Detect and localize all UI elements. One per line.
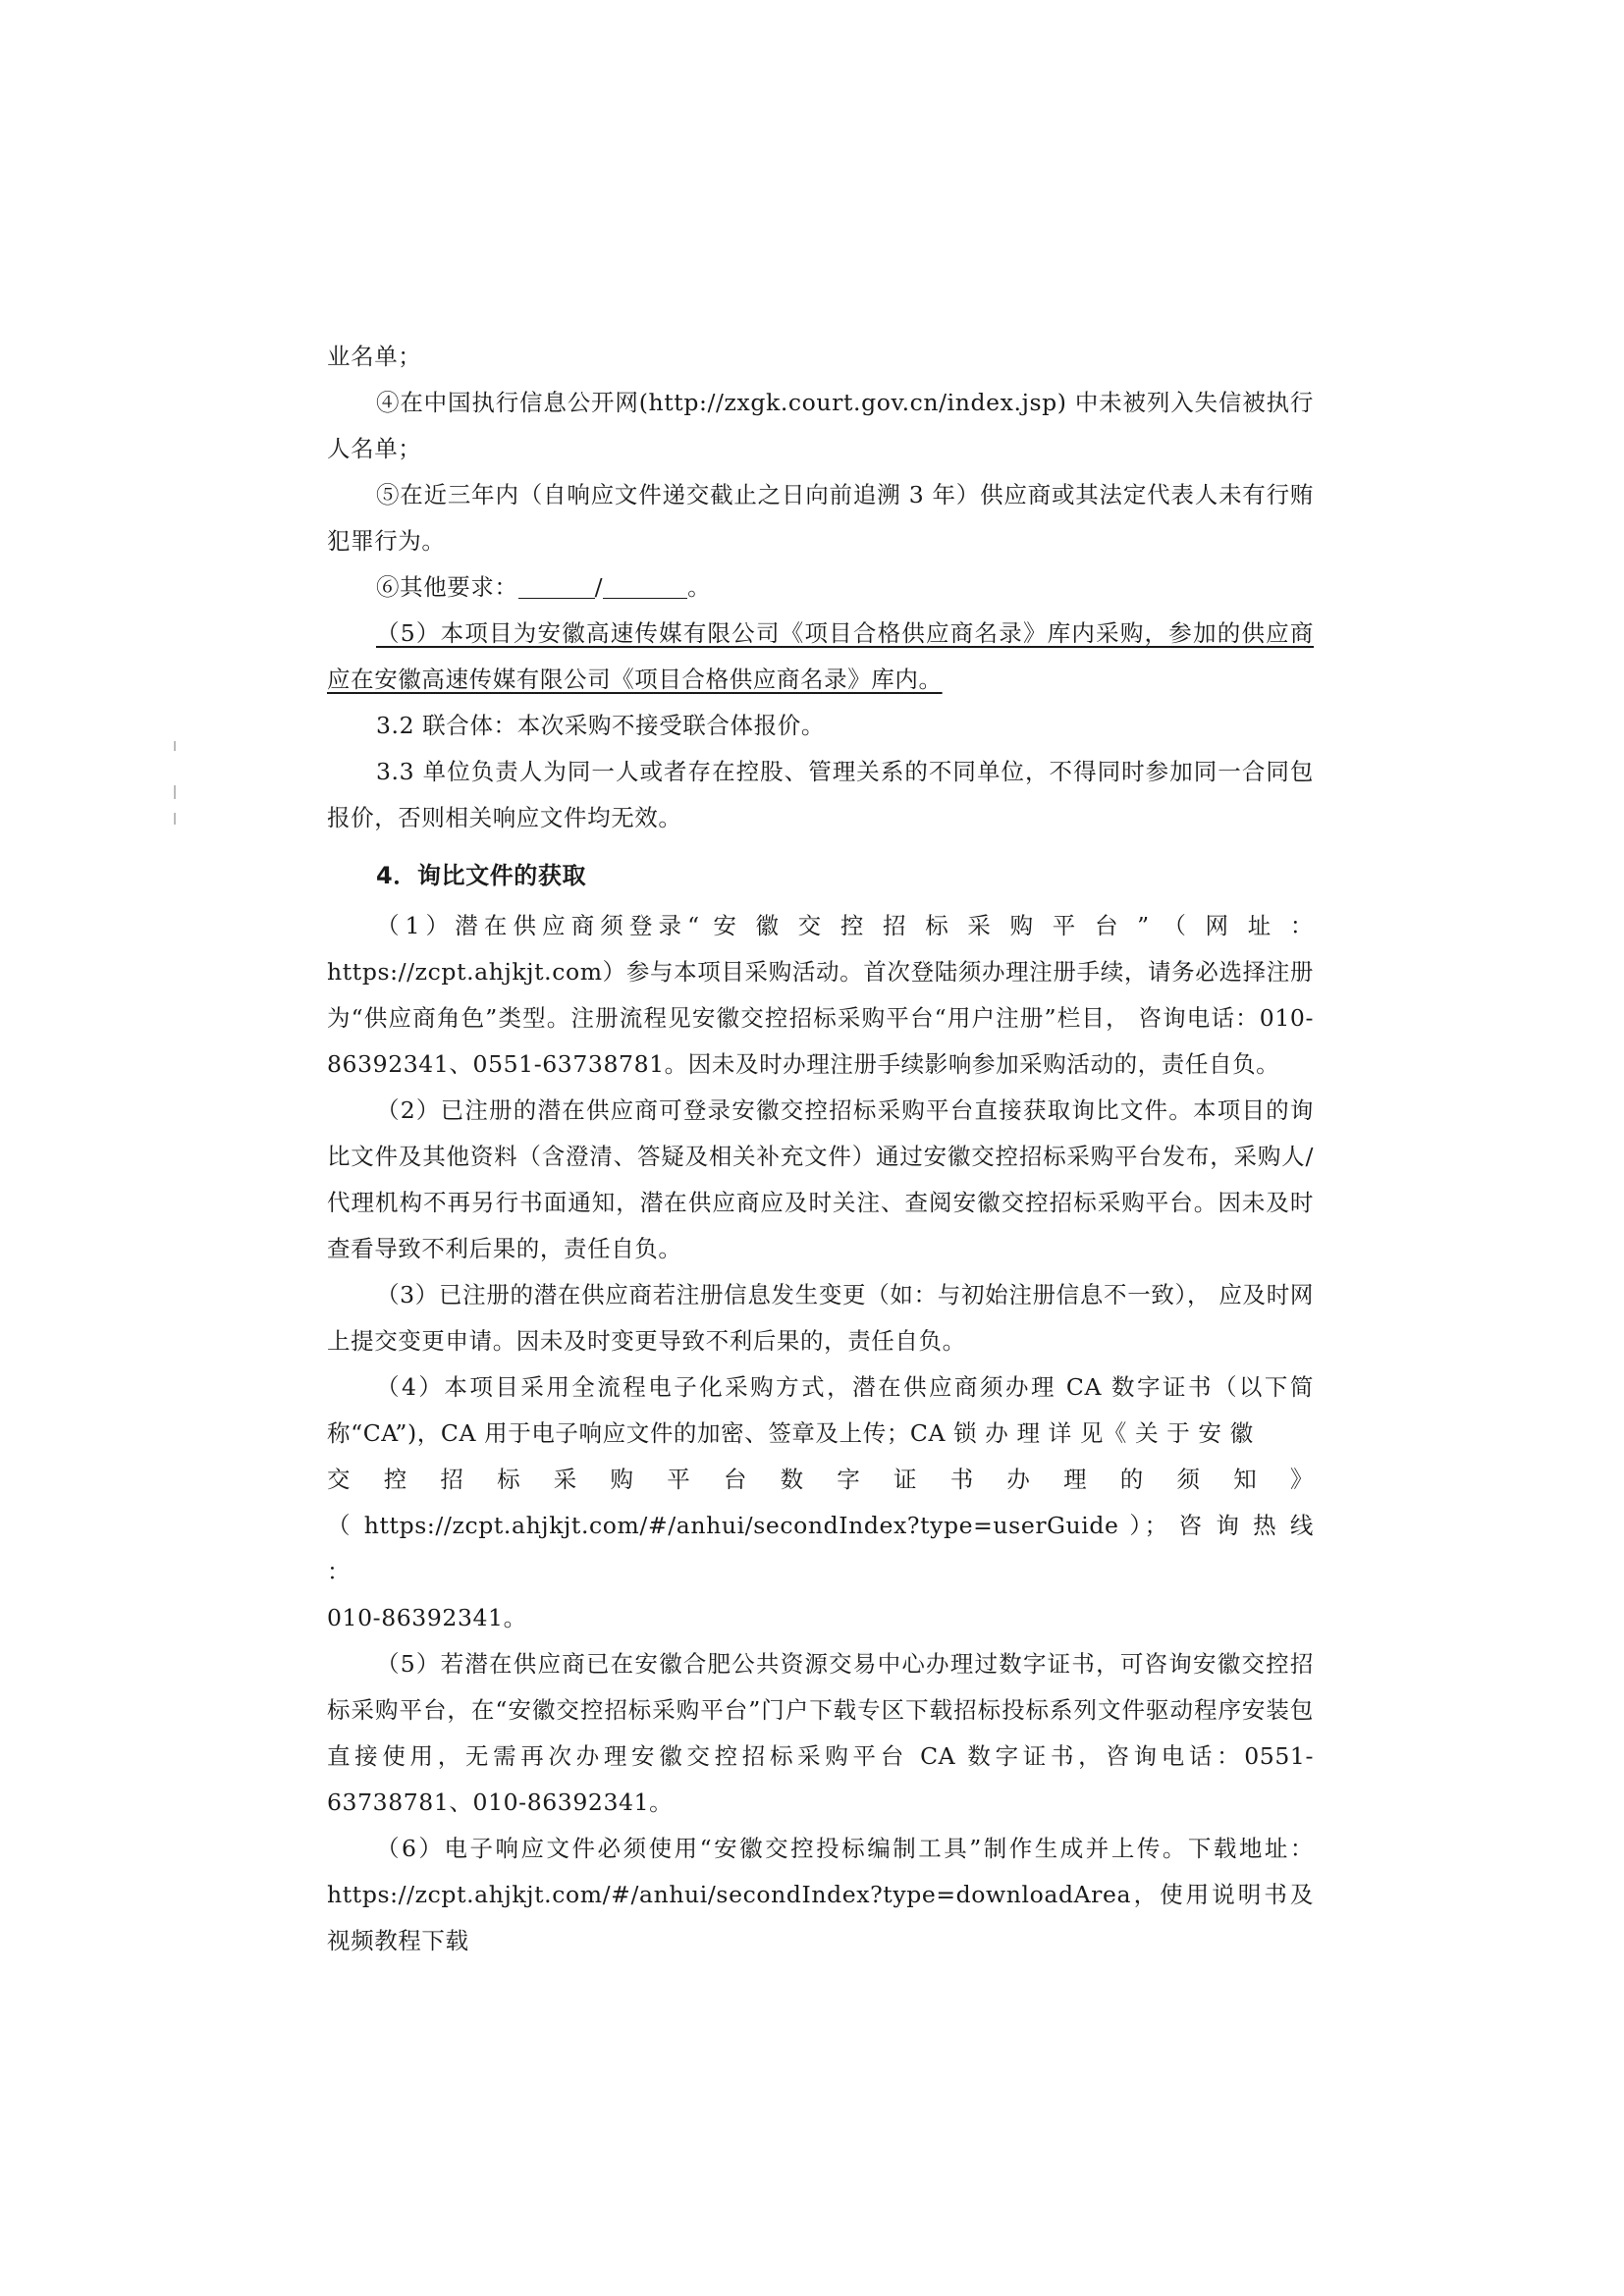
scan-speck [174,813,176,825]
p4-url-line: （ https://zcpt.ahjkjt.com/#/anhui/secondIndex?type=userGuide ）； 咨 询 热 线 ： [327,1512,1314,1585]
p1-line-1: （1）潜在供应商须登录“ 安 徽 交 控 招 标 采 购 平 台 ” （ 网 址 ： [376,912,1314,939]
same-owner-paragraph: 3.3 单位负责人为同一人或者存在控股、管理关系的不同单位，不得同时参加同一合同包报价，否则相关响应文件均无效。 [327,758,1314,831]
scan-speck [174,741,176,751]
consortium-paragraph: 3.2 联合体：本次采购不接受联合体报价。 [376,712,825,739]
p5-paragraph: （5）若潜在供应商已在安徽合肥公共资源交易中心办理过数字证书，可咨询安徽交控招标采购平台，在“安徽交控招标采购平台”门户下载专区下载招标投标系列文件驱动程序安装包直接使用，无需再次办理安徽交控招标采购平台 CA 数字证书，咨询电话：0551-63738781、010-86392341。 [327,1650,1314,1816]
slash: / [594,573,604,601]
scan-speck [174,785,176,799]
p1-body: https://zcpt.ahjkjt.com）参与本项目采购活动。首次登陆须办理注册手续，请务必选择注册为“供应商角色”类型。注册流程见安徽交控招标采购平台“用户注册”栏目， 咨询电话：010-86392341、0551-63738781。因未及时办理注册手续影响参加采购活动的，责任自负。 [327,958,1314,1078]
p4-hotline: 010-86392341。 [327,1604,527,1631]
document-body [327,334,1314,1964]
item-6-paragraph [327,564,1314,611]
item-4-paragraph: ④在中国执行信息公开网(http://zxgk.court.gov.cn/index.jsp) 中未被列入失信被执行人名单； [327,389,1314,462]
p6-paragraph: （6）电子响应文件必须使用“安徽交控投标编制工具”制作生成并上传。下载地址：https://zcpt.ahjkjt.com/#/anhui/secondIndex?type=downloadArea，使用说明书及视频教程下载 [327,1835,1314,1954]
item-5-paragraph: ⑤在近三年内（自响应文件递交截止之日向前追溯 3 年）供应商或其法定代表人未有行贿犯罪行为。 [327,481,1314,555]
blank-line [603,572,687,599]
p4-title-line: 交 控 招 标 采 购 平 台 数 字 证 书 办 理 的 须 知 》 [327,1466,1314,1493]
p2-paragraph: （2）已注册的潜在供应商可登录安徽交控招标采购平台直接获取询比文件。本项目的询比文件及其他资料（含澄清、答疑及相关补充文件）通过安徽交控招标采购平台发布，采购人/代理机构不再另行书面通知，潜在供应商应及时关注、查阅安徽交控招标采购平台。因未及时查看导致不利后果的，责任自负。 [327,1096,1314,1262]
qualified-supplier-paragraph: （5）本项目为安徽高速传媒有限公司《项目合格供应商名录》库内采购，参加的供应商应在安徽高速传媒有限公司《项目合格供应商名录》库内。 [327,619,1314,693]
line-list-end: 业名单； [327,343,422,370]
other-requirements-label: ⑥其他要求： [376,573,518,601]
p3-paragraph: （3）已注册的潜在供应商若注册信息发生变更（如：与初始注册信息不一致）， 应及时网上提交变更申请。因未及时变更导致不利后果的，责任自负。 [327,1281,1314,1355]
section-4-heading: 4．询比文件的获取 [376,862,587,889]
period: 。 [687,573,712,601]
blank-line [518,572,595,599]
p4-body: （4）本项目采用全流程电子化采购方式，潜在供应商须办理 CA 数字证书（以下简称“CA”)，CA 用于电子响应文件的加密、签章及上传；CA 锁 办 理 详 见《 关 于 安 徽 [327,1373,1314,1447]
